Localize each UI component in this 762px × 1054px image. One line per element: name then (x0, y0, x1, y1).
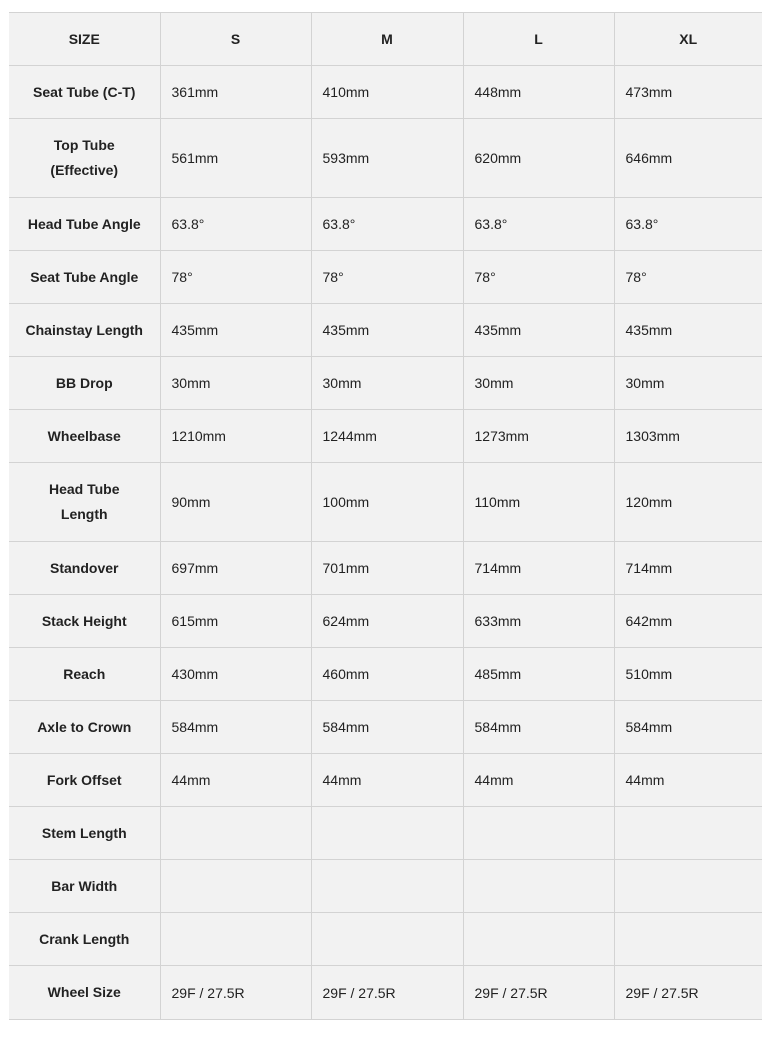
row-label: Wheel Size (9, 966, 160, 1020)
cell-value (463, 860, 614, 913)
header-row (9, 13, 762, 66)
cell-value: 78° (160, 251, 311, 304)
cell-value: 78° (614, 251, 762, 304)
geometry-table (9, 12, 762, 1020)
cell-value: 1273mm (463, 410, 614, 463)
table-row-bb-drop (9, 357, 762, 410)
size-header: SIZE (9, 13, 160, 66)
row-label-text: Head Tube Length (48, 481, 120, 522)
size-header-s: S (160, 13, 311, 66)
cell-value: 410mm (311, 66, 463, 119)
cell-value: 78° (463, 251, 614, 304)
table-row-head-tube-length (9, 463, 762, 542)
table-row-fork-offset (9, 754, 762, 807)
row-label: Stack Height (9, 595, 160, 648)
cell-value: 510mm (614, 648, 762, 701)
cell-value: 1244mm (311, 410, 463, 463)
cell-value: 63.8° (614, 198, 762, 251)
cell-value: 435mm (311, 304, 463, 357)
cell-value (311, 807, 463, 860)
row-label: Seat Tube (C-T) (9, 66, 160, 119)
row-label: Axle to Crown (9, 701, 160, 754)
cell-value: 697mm (160, 542, 311, 595)
row-label: Stem Length (9, 807, 160, 860)
cell-value: 30mm (463, 357, 614, 410)
cell-value (311, 860, 463, 913)
cell-value: 714mm (614, 542, 762, 595)
row-label: BB Drop (9, 357, 160, 410)
cell-value: 120mm (614, 463, 762, 542)
cell-value: 361mm (160, 66, 311, 119)
size-header-m: M (311, 13, 463, 66)
table-row-axle-to-crown (9, 701, 762, 754)
table-row-head-tube-angle (9, 198, 762, 251)
table-row-seat-tube (9, 66, 762, 119)
cell-value: 44mm (614, 754, 762, 807)
cell-value (614, 913, 762, 966)
table-row-chainstay-length (9, 304, 762, 357)
table-row-bar-width (9, 860, 762, 913)
row-label (9, 463, 160, 542)
geometry-table-container (9, 12, 762, 1020)
cell-value (160, 807, 311, 860)
row-label: Bar Width (9, 860, 160, 913)
cell-value: 30mm (614, 357, 762, 410)
cell-value: 473mm (614, 66, 762, 119)
row-label: Chainstay Length (9, 304, 160, 357)
cell-value: 701mm (311, 542, 463, 595)
cell-value (463, 807, 614, 860)
cell-value: 460mm (311, 648, 463, 701)
row-label: Fork Offset (9, 754, 160, 807)
cell-value: 63.8° (463, 198, 614, 251)
cell-value: 615mm (160, 595, 311, 648)
cell-value: 435mm (463, 304, 614, 357)
cell-value: 584mm (311, 701, 463, 754)
cell-value: 30mm (160, 357, 311, 410)
cell-value: 100mm (311, 463, 463, 542)
size-header-l: L (463, 13, 614, 66)
cell-value (311, 913, 463, 966)
cell-value: 90mm (160, 463, 311, 542)
cell-value: 44mm (311, 754, 463, 807)
cell-value: 593mm (311, 119, 463, 198)
row-label: Reach (9, 648, 160, 701)
cell-value: 430mm (160, 648, 311, 701)
table-row-stem-length (9, 807, 762, 860)
cell-value: 44mm (463, 754, 614, 807)
cell-value: 63.8° (311, 198, 463, 251)
row-label (9, 119, 160, 198)
table-row-standover (9, 542, 762, 595)
cell-value (463, 913, 614, 966)
table-row-wheelbase (9, 410, 762, 463)
cell-value: 448mm (463, 66, 614, 119)
cell-value (614, 860, 762, 913)
cell-value: 29F / 27.5R (160, 966, 311, 1020)
table-row-top-tube (9, 119, 762, 198)
table-row-crank-length (9, 913, 762, 966)
size-header-xl: XL (614, 13, 762, 66)
cell-value (614, 807, 762, 860)
cell-value: 584mm (463, 701, 614, 754)
cell-value: 29F / 27.5R (614, 966, 762, 1020)
cell-value: 584mm (614, 701, 762, 754)
cell-value: 110mm (463, 463, 614, 542)
cell-value: 30mm (311, 357, 463, 410)
cell-value: 435mm (160, 304, 311, 357)
table-row-reach (9, 648, 762, 701)
cell-value: 584mm (160, 701, 311, 754)
cell-value: 29F / 27.5R (311, 966, 463, 1020)
cell-value: 642mm (614, 595, 762, 648)
cell-value: 44mm (160, 754, 311, 807)
cell-value: 646mm (614, 119, 762, 198)
table-row-stack-height (9, 595, 762, 648)
cell-value (160, 913, 311, 966)
cell-value: 78° (311, 251, 463, 304)
cell-value: 633mm (463, 595, 614, 648)
row-label: Seat Tube Angle (9, 251, 160, 304)
cell-value: 29F / 27.5R (463, 966, 614, 1020)
cell-value: 714mm (463, 542, 614, 595)
row-label: Wheelbase (9, 410, 160, 463)
row-label: Head Tube Angle (9, 198, 160, 251)
cell-value: 63.8° (160, 198, 311, 251)
row-label-text: Top Tube (Effective) (50, 137, 119, 178)
row-label: Standover (9, 542, 160, 595)
cell-value: 1303mm (614, 410, 762, 463)
cell-value: 435mm (614, 304, 762, 357)
cell-value: 561mm (160, 119, 311, 198)
cell-value: 1210mm (160, 410, 311, 463)
cell-value (160, 860, 311, 913)
table-row-seat-tube-angle (9, 251, 762, 304)
row-label: Crank Length (9, 913, 160, 966)
cell-value: 624mm (311, 595, 463, 648)
table-row-wheel-size (9, 966, 762, 1020)
cell-value: 485mm (463, 648, 614, 701)
cell-value: 620mm (463, 119, 614, 198)
